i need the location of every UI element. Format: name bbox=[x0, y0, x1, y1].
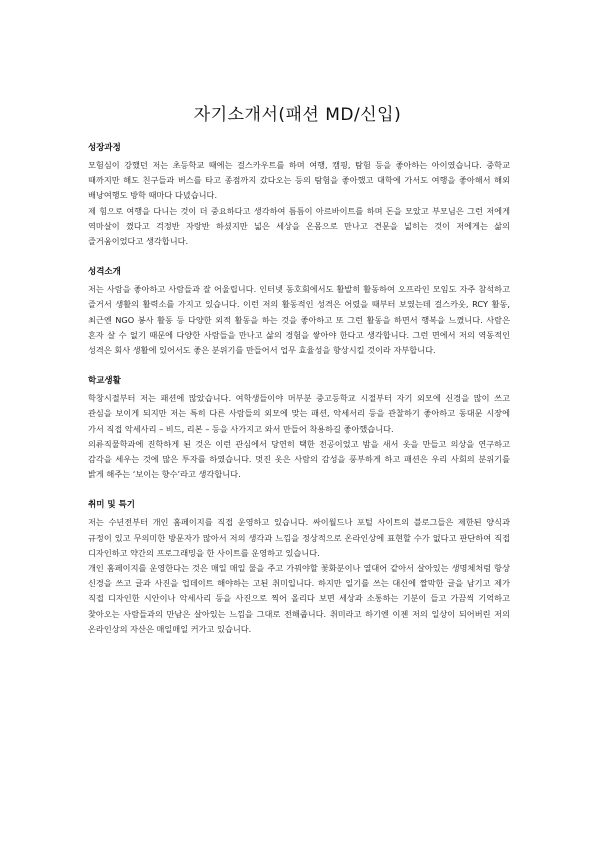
paragraph: 모험심이 강했던 저는 초등학교 때에는 걸스카우트를 하며 여행, 캠핑, 탐험 등을 좋아하는 아이였습니다. 중학교 때까지만 해도 친구들과 버스를 타고 종점까지 갔다오는 등의 탐험을 좋아했고 대학에 가서도 여행을 좋아해서 해외 배낭여행도 방학 때마다 다녔습니다. bbox=[88, 160, 510, 201]
document-body bbox=[88, 142, 510, 654]
section-heading: 성격소개 bbox=[88, 267, 121, 278]
document-title: 자기소개서(패션 MD/신입) bbox=[193, 105, 402, 125]
paragraph: 개인 홈페이지를 운영한다는 것은 매일 매일 물을 주고 가꿔야할 꽃화분이나 열대어 같아서 살아있는 생명체처럼 항상 신경을 쓰고 글과 사진을 업데이트 해야하는 고된 취미입니다. 하지만 일기를 쓰는 대신에 짤막한 글을 남기고 제가 직접 디자인한 시안이나 악세사리 등을 사진으로 찍어 올리다 보면 세상과 소통하는 기분이 들고 가끔씩 기억하고 찾아오는 사람들과의 만남은 살아있는 느낌을 그대로 전해줍니다. 취미라고 하기엔 이젠 저의 일상이 되어버린 저의 온라인상의 자산은 매일매일 커가고 있습니다. bbox=[88, 563, 510, 634]
section-personality bbox=[88, 266, 510, 358]
section-hobbies bbox=[88, 499, 510, 637]
section-school-life bbox=[88, 375, 510, 482]
paragraph: 저는 사람을 좋아하고 사람들과 잘 어울립니다. 인터넷 동호회에서도 활발히 활동하여 오프라인 모임도 자주 참석하고 즐거서 생활의 활력소를 가지고 있습니다. 이런 저의 활동적인 성격은 어렸을 때부터 보였는데 걸스카웃, RCY 활동, 최근엔 NGO 봉사 활동 등 다양한 외적 활동을 하는 것을 좋아하고 또 그런 활동을 하면서 행복을 느꼈니다. 사람은 혼자 살 수 없기 때문에 다양한 사람들을 만나고 삶의 경험을 쌓아야 한다고 생각합니다. 그런 면에서 저의 역동적인 성격은 회사 생활에 있어서도 좋은 분위기를 만들어서 업무 효율성을 향상시킬 것이라 자부합니다. bbox=[88, 284, 510, 356]
paragraph: 의류직물학과에 진학하게 된 것은 이런 관심에서 당연히 택한 전공이었고 밤을 새서 옷을 만들고 의상을 연구하고 감각을 세우는 것에 많은 투자를 하였습니다. 멋진 옷은 사람의 감성을 풍부하게 하고 패션은 우리 사회의 분위기를 밝게 해주는 ‘보이는 향수’라고 생각합니다. bbox=[88, 438, 510, 480]
paragraph: 제 힘으로 여행을 다니는 것이 더 중요하다고 생각하여 틈틈이 아르바이트를 하며 돈을 모았고 부모님은 그런 저에게 역마살이 꼈다고 걱정반 자랑반 하셨지만 넓은 세상을 온몸으로 만나고 견문을 넓히는 것이 저에게는 삶의 즐거움이었다고 생각합니다. bbox=[88, 205, 510, 247]
section-heading: 학교생활 bbox=[88, 376, 121, 387]
paragraph: 학창시절부터 저는 패션에 많았습니다. 여학생들이야 머부분 중고등학교 시절부터 자기 외모에 신경을 많이 쓰고 관심을 보이게 되지만 저는 특히 다른 사람들의 외모에 맞는 패션, 악세서리 등을 관찰하기 좋아하고 동대문 시장에 가서 직접 악세사리 – 비드, 리본 – 등을 사가지고 와서 만들어 착용하길 좋아했습니다. bbox=[88, 393, 510, 434]
section-growth bbox=[88, 142, 510, 249]
paragraph: 저는 수년전부터 개인 홈페이지를 직접 운영하고 있습니다. 싸이월드나 포털 사이트의 블로그들은 제한된 양식과 규정이 있고 무의미한 방문자가 많아서 저의 생각과 느낌을 정상적으로 온라인상에 표현할 수가 없다고 판단하여 직접 디자인하고 약간의 프로그래밍을 한 사이트를 운영하고 있습니다. bbox=[88, 517, 510, 558]
section-heading: 취미 및 특기 bbox=[88, 500, 135, 511]
section-heading: 성장과정 bbox=[88, 143, 121, 153]
